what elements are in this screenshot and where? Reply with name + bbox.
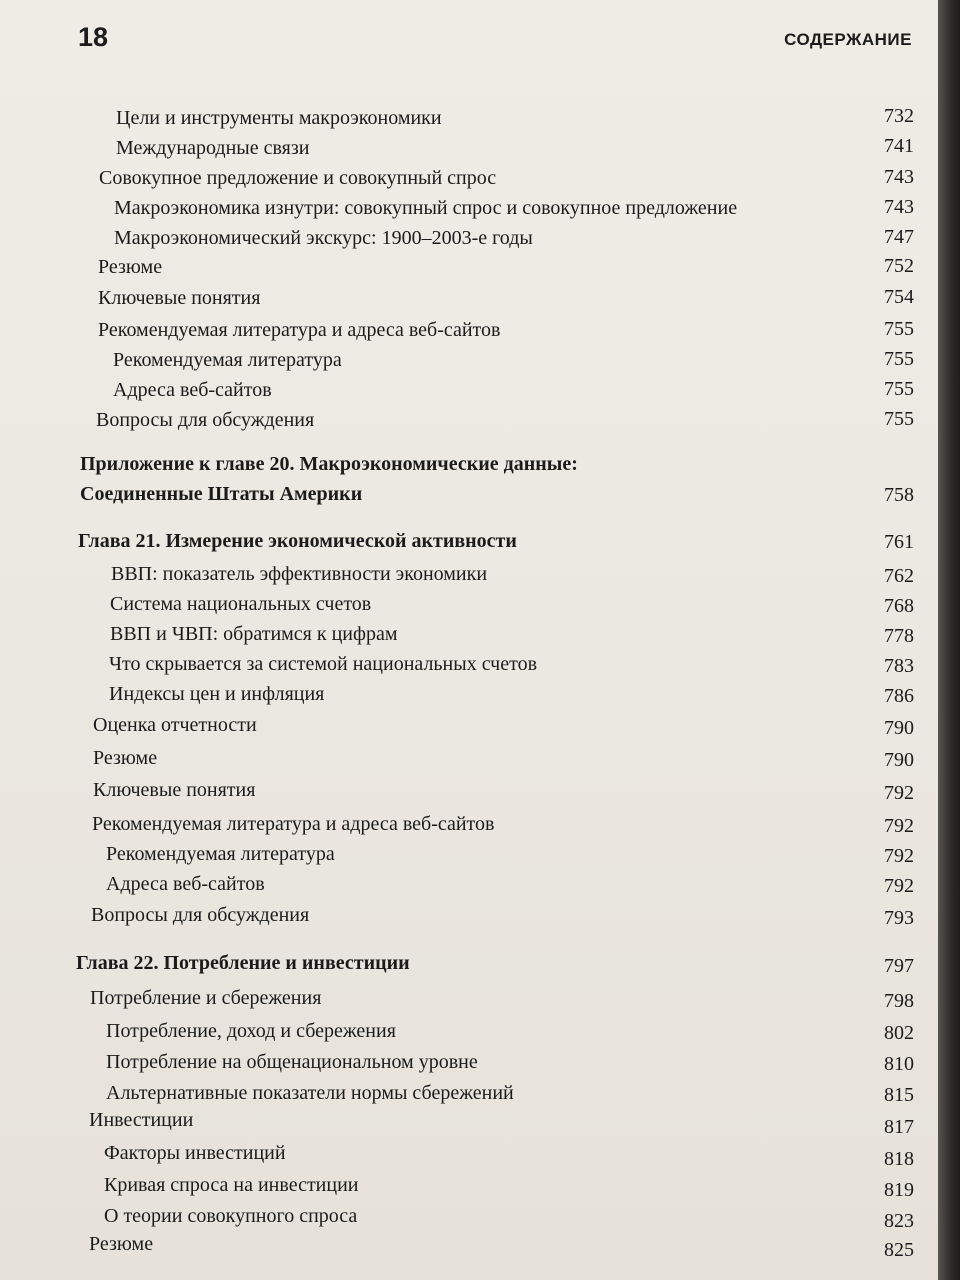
toc-entry-title: Что скрывается за системой национальных счетов <box>109 653 538 675</box>
toc-entry-title: Инвестиции <box>89 1109 194 1131</box>
toc-chapter-title: Глава 22. Потребление и инвестиции <box>76 952 410 974</box>
toc-entry-title: ВВП: показатель эффективности экономики <box>111 563 488 585</box>
toc-entry-page: 768 <box>884 595 914 617</box>
toc-entry-title: Вопросы для обсуждения <box>91 904 310 926</box>
toc-entry-page: 818 <box>884 1148 914 1170</box>
toc-entry-page: 755 <box>884 408 914 430</box>
page-number: 18 <box>78 22 109 52</box>
toc-entry-page: 786 <box>884 685 914 707</box>
toc-entry-title: Совокупное предложение и совокупный спрос <box>99 167 497 189</box>
toc-entry-title: Потребление, доход и сбережения <box>106 1020 396 1042</box>
toc-entry-page: 802 <box>884 1022 914 1044</box>
toc-entry-title: Адреса веб-сайтов <box>106 873 265 895</box>
section-title: СОДЕРЖАНИЕ <box>784 30 912 49</box>
toc-entry-page: 758 <box>884 484 914 506</box>
toc-entry-title: Система национальных счетов <box>110 593 372 615</box>
toc-entry-page: 741 <box>884 135 914 157</box>
toc-entry-page: 792 <box>884 845 914 867</box>
toc-entry-page: 743 <box>884 196 914 218</box>
toc-entry-page: 825 <box>884 1239 914 1261</box>
toc-entry-title: Альтернативные показатели нормы сбережений <box>106 1082 514 1104</box>
toc-entry-title: Вопросы для обсуждения <box>96 409 315 431</box>
toc-entry-page: 790 <box>884 749 914 771</box>
toc-entry-title: Цели и инструменты макроэкономики <box>116 107 442 129</box>
toc-entry-page: 743 <box>884 166 914 188</box>
toc-entry-title: ВВП и ЧВП: обратимся к цифрам <box>110 623 398 645</box>
toc-entry-page: 755 <box>884 318 914 340</box>
toc-entry-title: Факторы инвестиций <box>104 1142 286 1164</box>
toc-entry-title: Ключевые понятия <box>98 287 261 309</box>
toc-entry-page: 810 <box>884 1053 914 1075</box>
toc-entry-page: 732 <box>884 105 914 127</box>
toc-entry-title: Потребление и сбережения <box>90 987 322 1009</box>
toc-entry-title: Кривая спроса на инвестиции <box>104 1174 359 1196</box>
toc-entry-page: 792 <box>884 875 914 897</box>
toc-entry-title: Оценка отчетности <box>93 714 257 736</box>
toc-appendix-title: Приложение к главе 20. Макроэкономические данные: <box>80 453 578 475</box>
toc-entry-page: 815 <box>884 1084 914 1106</box>
toc-entry-page: 790 <box>884 717 914 739</box>
toc-entry-title: Рекомендуемая литература и адреса веб-сайтов <box>92 813 495 835</box>
toc-entry-page: 817 <box>884 1116 914 1138</box>
book-page-edge <box>938 0 960 1280</box>
toc-entry-page: 792 <box>884 782 914 804</box>
toc-entry-title: Международные связи <box>116 137 310 159</box>
toc-entry-title: Потребление на общенациональном уровне <box>106 1051 478 1073</box>
toc-entry-title: О теории совокупного спроса <box>104 1205 358 1227</box>
toc-entry-page: 747 <box>884 226 914 248</box>
toc-entry-page: 798 <box>884 990 914 1012</box>
toc-entry-title: Адреса веб-сайтов <box>113 379 272 401</box>
toc-entry-title: Резюме <box>89 1233 154 1255</box>
toc-entry-page: 755 <box>884 348 914 370</box>
toc-entry-page: 797 <box>884 955 914 977</box>
toc-entry-page: 793 <box>884 907 914 929</box>
toc-entry-title: Резюме <box>98 256 163 278</box>
toc-entry-title: Рекомендуемая литература <box>106 843 335 865</box>
toc-entry-page: 761 <box>884 531 914 553</box>
toc-entry-page: 778 <box>884 625 914 647</box>
toc-entry-page: 754 <box>884 286 914 308</box>
toc-entry-title: Макроэкономический экскурс: 1900–2003-е годы <box>114 227 533 249</box>
toc-entry-page: 819 <box>884 1179 914 1201</box>
toc-appendix-title-cont: Соединенные Штаты Америки <box>80 483 363 505</box>
toc-entry-page: 755 <box>884 378 914 400</box>
toc-entry-title: Индексы цен и инфляция <box>109 683 325 705</box>
toc-entry-page: 792 <box>884 815 914 837</box>
toc-entry-title: Макроэкономика изнутри: совокупный спрос и совокупное предложение <box>114 197 738 219</box>
toc-entry-title: Рекомендуемая литература <box>113 349 342 371</box>
toc-chapter-title: Глава 21. Измерение экономической активности <box>78 530 517 552</box>
toc-entry-page: 752 <box>884 255 914 277</box>
toc-entry-title: Резюме <box>93 747 158 769</box>
toc-entry-title: Ключевые понятия <box>93 779 256 801</box>
toc-entry-title: Рекомендуемая литература и адреса веб-сайтов <box>98 319 501 341</box>
toc-entry-page: 823 <box>884 1210 914 1232</box>
toc-entry-page: 783 <box>884 655 914 677</box>
toc-entry-page: 762 <box>884 565 914 587</box>
